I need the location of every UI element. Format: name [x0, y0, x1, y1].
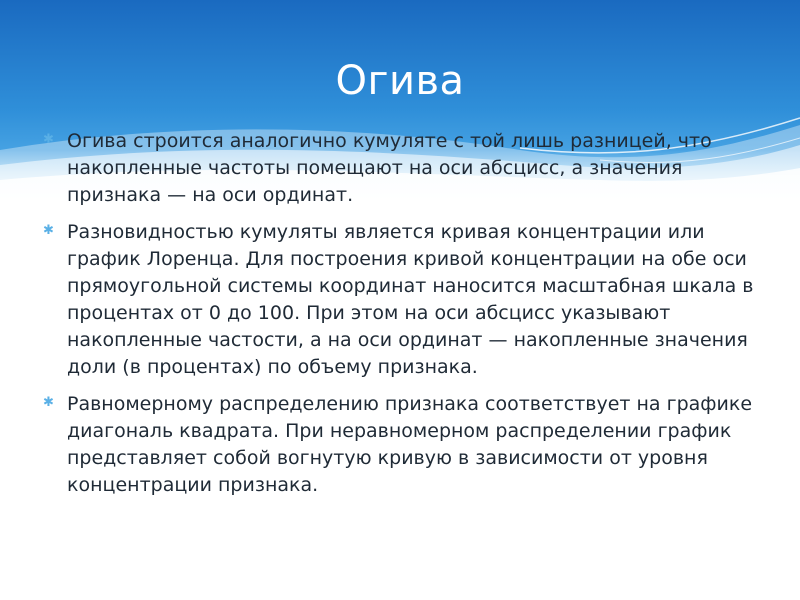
- star-bullet-icon: ✱: [43, 223, 54, 238]
- star-bullet-icon: ✱: [43, 395, 54, 410]
- star-bullet-icon: ✱: [43, 132, 54, 147]
- bullet-item: [40, 219, 780, 381]
- bullet-text: Огива строится аналогично кумуляте с той лишь разницей, что накопленные частоты помещают на оси абсцисс, а значения признака — на оси ординат.: [67, 130, 712, 206]
- slide-title: Огива: [335, 58, 465, 104]
- bullet-text: Равномерному распределению признака соответствует на графике диагональ квадрата. При неравномерном распределении график представляет собой вогнутую кривую в зависимости от уровня концентрации признака.: [67, 393, 753, 496]
- bullet-item: [40, 128, 780, 209]
- bullet-item: [40, 391, 780, 499]
- bullet-list: [40, 128, 780, 509]
- bullet-text: Разновидностью кумуляты является кривая концентрации или график Лоренца. Для построения кривой концентрации на обе оси прямоугольной системы координат наносится масштабная шкала в процентах от 0 до 100. При этом на оси абсцисс указывают накопленные частости, а на оси ординат — накопленные значения доли (в процентах) по объему признака.: [67, 221, 754, 378]
